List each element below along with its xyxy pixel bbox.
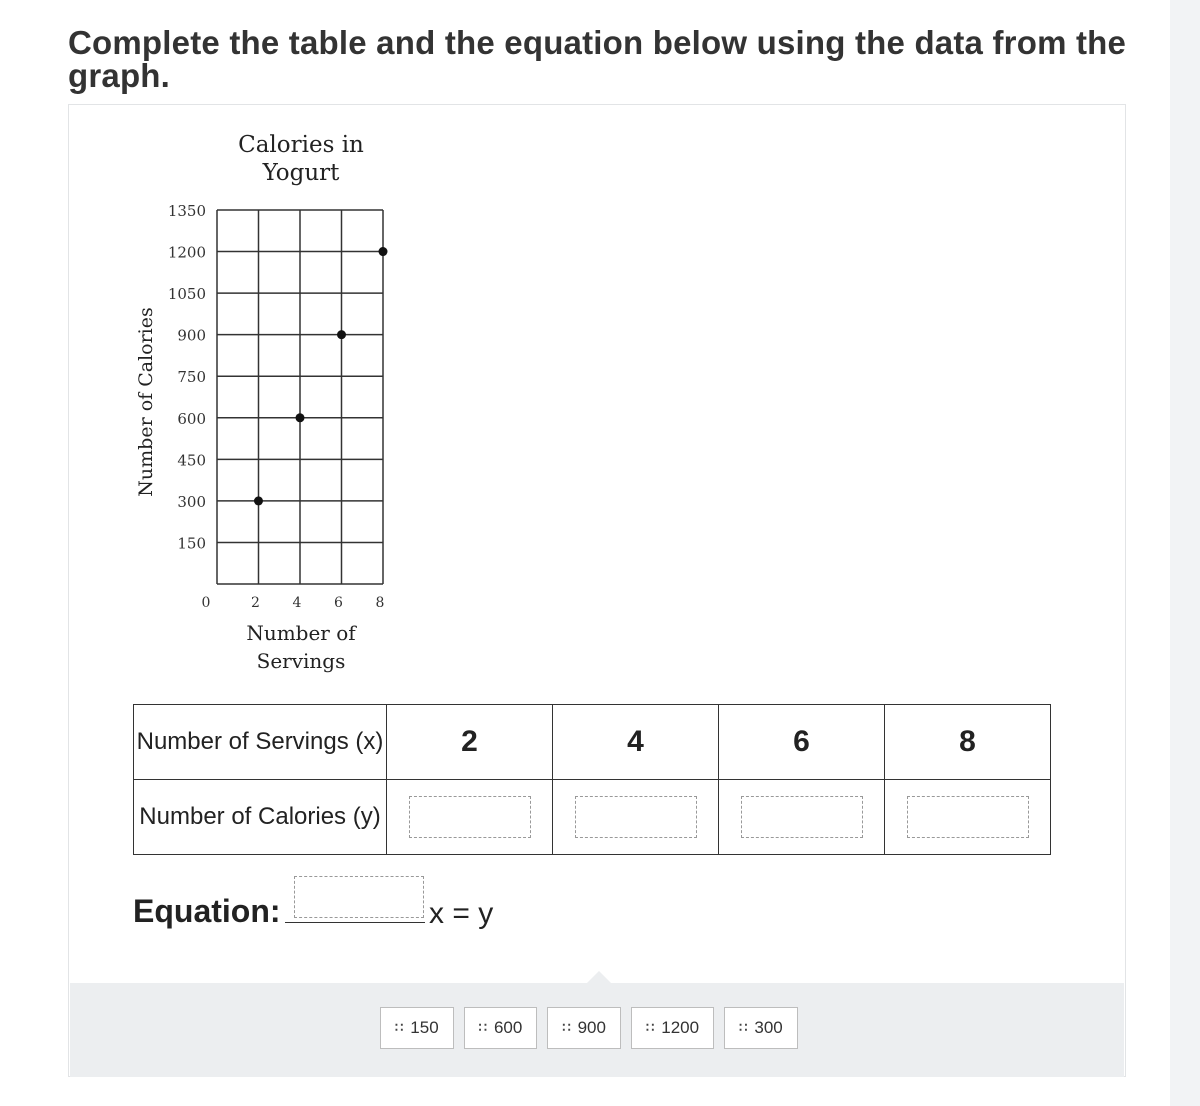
answer-chip-label: 150	[410, 1018, 439, 1037]
answer-chip[interactable]	[547, 1007, 621, 1049]
drag-handle-icon: ∷	[739, 1020, 747, 1035]
y-tick-label: 750	[177, 368, 206, 387]
y-tick-label: 1050	[167, 285, 206, 304]
chart-title-line-2: Yogurt	[262, 160, 340, 186]
answer-chip-label: 600	[493, 1018, 523, 1037]
servings-cell-3: 6	[719, 705, 885, 780]
data-point	[296, 413, 305, 422]
equation-underline	[285, 922, 425, 923]
question-prompt: Complete the table and the equation below using the data from the graph.	[68, 24, 1127, 94]
answer-bank	[70, 983, 1124, 1077]
answer-chip-label: 300	[754, 1018, 783, 1037]
drop-zone-calories-3[interactable]	[741, 796, 863, 838]
answer-table	[133, 704, 1051, 855]
servings-cell-1: 2	[387, 705, 553, 780]
servings-row	[134, 705, 1051, 780]
equation-label: Equation:	[133, 893, 281, 929]
calories-cell-2	[553, 780, 719, 855]
calories-row-label: Number of Calories (y)	[134, 780, 387, 855]
calories-chart	[69, 105, 449, 685]
answer-bank-pointer	[587, 971, 611, 983]
servings-row-label: Number of Servings (x)	[134, 705, 387, 780]
page-right-edge	[1170, 0, 1200, 1106]
answer-chip-list	[380, 1007, 798, 1049]
x-axis-label-line-1: Number of	[246, 621, 356, 645]
chart-title-line-1: Calories in	[238, 132, 364, 158]
data-point	[379, 247, 388, 256]
answer-chip[interactable]	[631, 1007, 714, 1049]
drop-zone-calories-4[interactable]	[907, 796, 1029, 838]
answer-chip-label: 900	[577, 1018, 606, 1037]
data-point	[337, 330, 346, 339]
calories-row	[134, 780, 1051, 855]
y-tick-label: 300	[177, 492, 206, 511]
calories-cell-1	[387, 780, 553, 855]
x-axis-label-line-2: Servings	[256, 649, 346, 673]
servings-cell-4: 8	[885, 705, 1051, 780]
drag-handle-icon: ∷	[478, 1020, 486, 1035]
servings-cell-2: 4	[553, 705, 719, 780]
x-tick-label: 6	[334, 595, 343, 611]
drop-zone-equation[interactable]	[294, 876, 424, 918]
drop-zone-calories-2[interactable]	[575, 796, 697, 838]
x-tick-label: 2	[251, 595, 260, 611]
question-card	[68, 104, 1126, 1077]
equation-rhs: x = y	[429, 897, 494, 930]
y-tick-label: 1200	[167, 243, 206, 262]
x-tick-label: 8	[375, 595, 385, 611]
data-point	[254, 496, 263, 505]
y-axis-label: Number of Calories	[135, 307, 157, 497]
y-tick-label: 600	[177, 409, 206, 428]
answer-chip[interactable]	[724, 1007, 798, 1049]
y-tick-label: 1350	[167, 202, 206, 220]
y-tick-label: 150	[177, 534, 206, 553]
x-tick-label: 0	[201, 595, 211, 611]
drag-handle-icon: ∷	[395, 1020, 403, 1035]
x-tick-label: 4	[292, 595, 302, 611]
calories-cell-3	[719, 780, 885, 855]
drag-handle-icon: ∷	[562, 1020, 570, 1035]
y-tick-label: 450	[177, 451, 206, 470]
answer-chip-label: 1200	[661, 1018, 700, 1037]
drop-zone-calories-1[interactable]	[409, 796, 531, 838]
calories-cell-4	[885, 780, 1051, 855]
answer-chip[interactable]	[380, 1007, 454, 1049]
drag-handle-icon: ∷	[645, 1020, 654, 1035]
y-tick-label: 900	[177, 326, 206, 345]
answer-chip[interactable]	[464, 1007, 538, 1049]
